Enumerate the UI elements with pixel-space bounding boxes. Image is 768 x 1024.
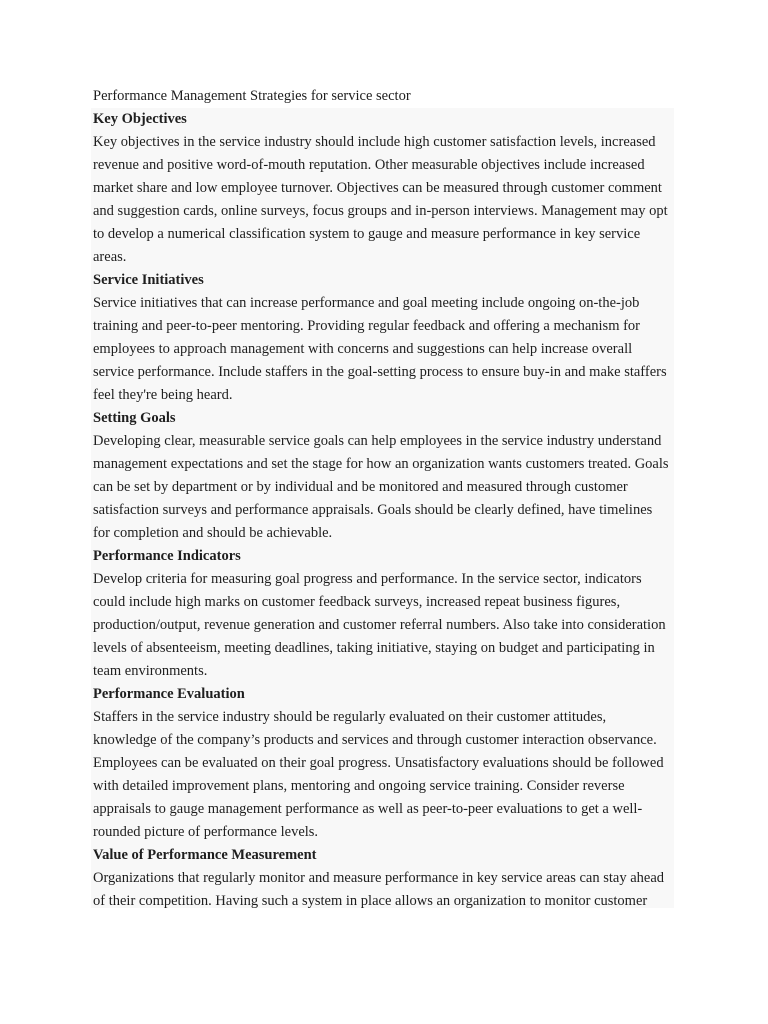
section-body-value-of-performance-measurement: Organizations that regularly monitor and measure performance in key service areas can stay ahead of their competition. Having such a system in place allows an organization to monitor customer	[93, 870, 665, 908]
section-body-setting-goals: Developing clear, measurable service goals can help employees in the service industry understand management expectations and set the stage for how an organization wants customers treated. Goals can be set by department or by individual and be monitored and measured through customer satisfaction surveys and performance appraisals. Goals should be clearly defined, have timelines for completion and should be achievable.	[93, 433, 669, 541]
document-title: Performance Management Strategies for service sector	[93, 88, 411, 104]
section-body-service-initiatives: Service initiatives that can increase performance and goal meeting include ongoing on-the-job training and peer-to-peer mentoring. Providing regular feedback and offering a mechanism for employees to approach management with concerns and suggestions can help increase overall service performance. Include staffers in the goal-setting process to ensure buy-in and make staffers feel they're being heard.	[93, 295, 667, 403]
section-body-performance-evaluation: Staffers in the service industry should be regularly evaluated on their customer attitudes, knowledge of the company’s products and services and through customer interaction observance. Employees can be evaluated on their goal progress. Unsatisfactory evaluations should be followed with detailed improvement plans, mentoring and ongoing service training. Consider reverse appraisals to gauge management performance as well as peer-to-peer evaluations to get a well-rounded picture of performance levels.	[93, 709, 664, 840]
section-body-performance-indicators: Develop criteria for measuring goal progress and performance. In the service sector, indicators could include high marks on customer feedback surveys, increased repeat business figures, production/output, revenue generation and customer referral numbers. Also take into consideration levels of absenteeism, meeting deadlines, taking initiative, staying on budget and participating in team environments.	[93, 571, 666, 679]
section-heading-setting-goals: Setting Goals	[93, 410, 176, 426]
section-heading-performance-indicators: Performance Indicators	[93, 548, 241, 564]
section-heading-value-of-performance-measurement: Value of Performance Measurement	[93, 847, 317, 863]
section-heading-service-initiatives: Service Initiatives	[93, 272, 204, 288]
section-heading-performance-evaluation: Performance Evaluation	[93, 686, 245, 702]
document-content	[91, 108, 674, 908]
section-body-key-objectives: Key objectives in the service industry should include high customer satisfaction levels, increased revenue and positive word-of-mouth reputation. Other measurable objectives include increased market share and low employee turnover. Objectives can be measured through customer comment and suggestion cards, online surveys, focus groups and in-person interviews. Management may opt to develop a numerical classification system to gauge and measure performance in key service areas.	[93, 134, 668, 265]
section-heading-key-objectives: Key Objectives	[93, 111, 187, 127]
